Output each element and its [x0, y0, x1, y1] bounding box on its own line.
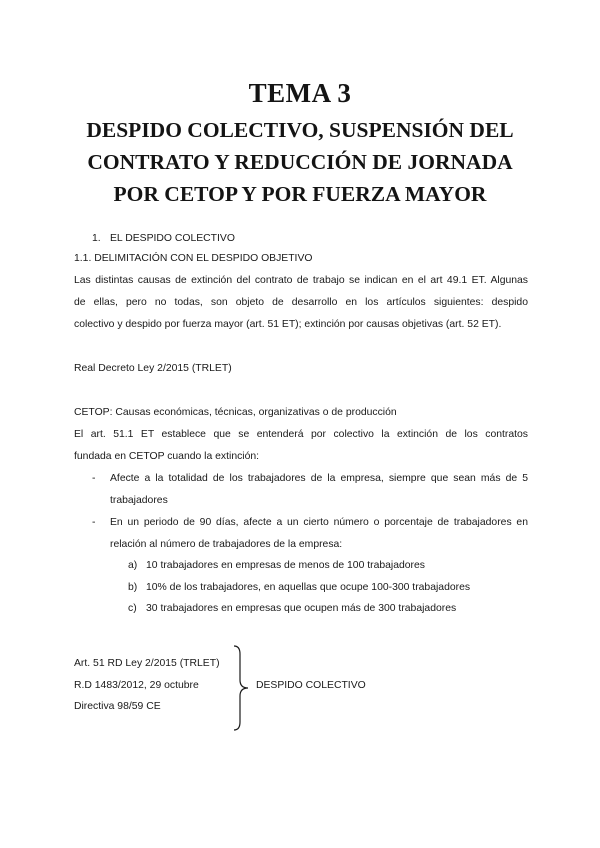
reference-item: Art. 51 RD Ley 2/2015 (TRLET) [74, 658, 220, 669]
bullet-item [110, 512, 528, 556]
subtitle-line: POR CETOP Y POR FUERZA MAYOR [113, 182, 487, 206]
paragraph-line: fundada en CETOP cuando la extinción: [74, 451, 260, 462]
bullet-line: trabajadores [110, 495, 168, 506]
sublist-item: 10% de los trabajadores, en aquellas que ocupe 100-300 trabajadores [146, 582, 471, 593]
cetop-definition: CETOP: Causas económicas, técnicas, organizativas o de producción [74, 407, 397, 418]
bullet-line: Afecte a la totalidad de los trabajadores de la empresa, siempre que sean más de 5 [110, 473, 528, 484]
tema-heading: TEMA 3 [248, 78, 352, 108]
paragraph-line: El art. 51.1 ET establece que se entenderá por colectivo la extinción de los contratos [74, 429, 528, 440]
subtitle-line: DESPIDO COLECTIVO, SUSPENSIÓN DEL [86, 118, 514, 142]
bullet-dash: - [92, 473, 96, 484]
real-decreto-line: Real Decreto Ley 2/2015 (TRLET) [74, 363, 232, 374]
curly-brace-icon [228, 644, 252, 732]
bullet-dash: - [92, 517, 96, 528]
sublist-marker: c) [128, 603, 137, 614]
paragraph-line: de ellas, pero no todas, son objeto de desarrollo en los artículos siguientes: despido [74, 297, 528, 308]
subsection-title: 1.1. DELIMITACIÓN CON EL DESPIDO OBJETIVO [74, 253, 313, 264]
paragraph-line: Las distintas causas de extinción del contrato de trabajo se indican en el art 49.1 ET. Algunas [74, 275, 528, 286]
reference-item: R.D 1483/2012, 29 octubre [74, 680, 199, 691]
section-title: EL DESPIDO COLECTIVO [110, 233, 235, 244]
sublist-item: 30 trabajadores en empresas que ocupen más de 300 trabajadores [146, 603, 457, 614]
paragraph-line: colectivo y despido por fuerza mayor (art. 51 ET); extinción por causas objetivas (art. 52 ET). [74, 319, 502, 330]
subtitle-line: CONTRATO Y REDUCCIÓN DE JORNADA [87, 150, 513, 174]
subtitle-heading [0, 114, 600, 210]
section-number: 1. [92, 233, 101, 244]
sublist-marker: b) [128, 582, 138, 593]
bullet-line: relación al número de trabajadores de la empresa: [110, 539, 343, 550]
paragraph-causas [74, 270, 528, 336]
bullet-item [110, 468, 528, 512]
document-title [0, 78, 600, 210]
brace-label: DESPIDO COLECTIVO [256, 680, 366, 691]
bullet-line: En un periodo de 90 días, afecte a un cierto número o porcentaje de trabajadores en [110, 517, 528, 528]
paragraph-art51 [74, 424, 528, 468]
reference-item: Directiva 98/59 CE [74, 701, 161, 712]
sublist-item: 10 trabajadores en empresas de menos de 100 trabajadores [146, 560, 425, 571]
sublist-marker: a) [128, 560, 138, 571]
